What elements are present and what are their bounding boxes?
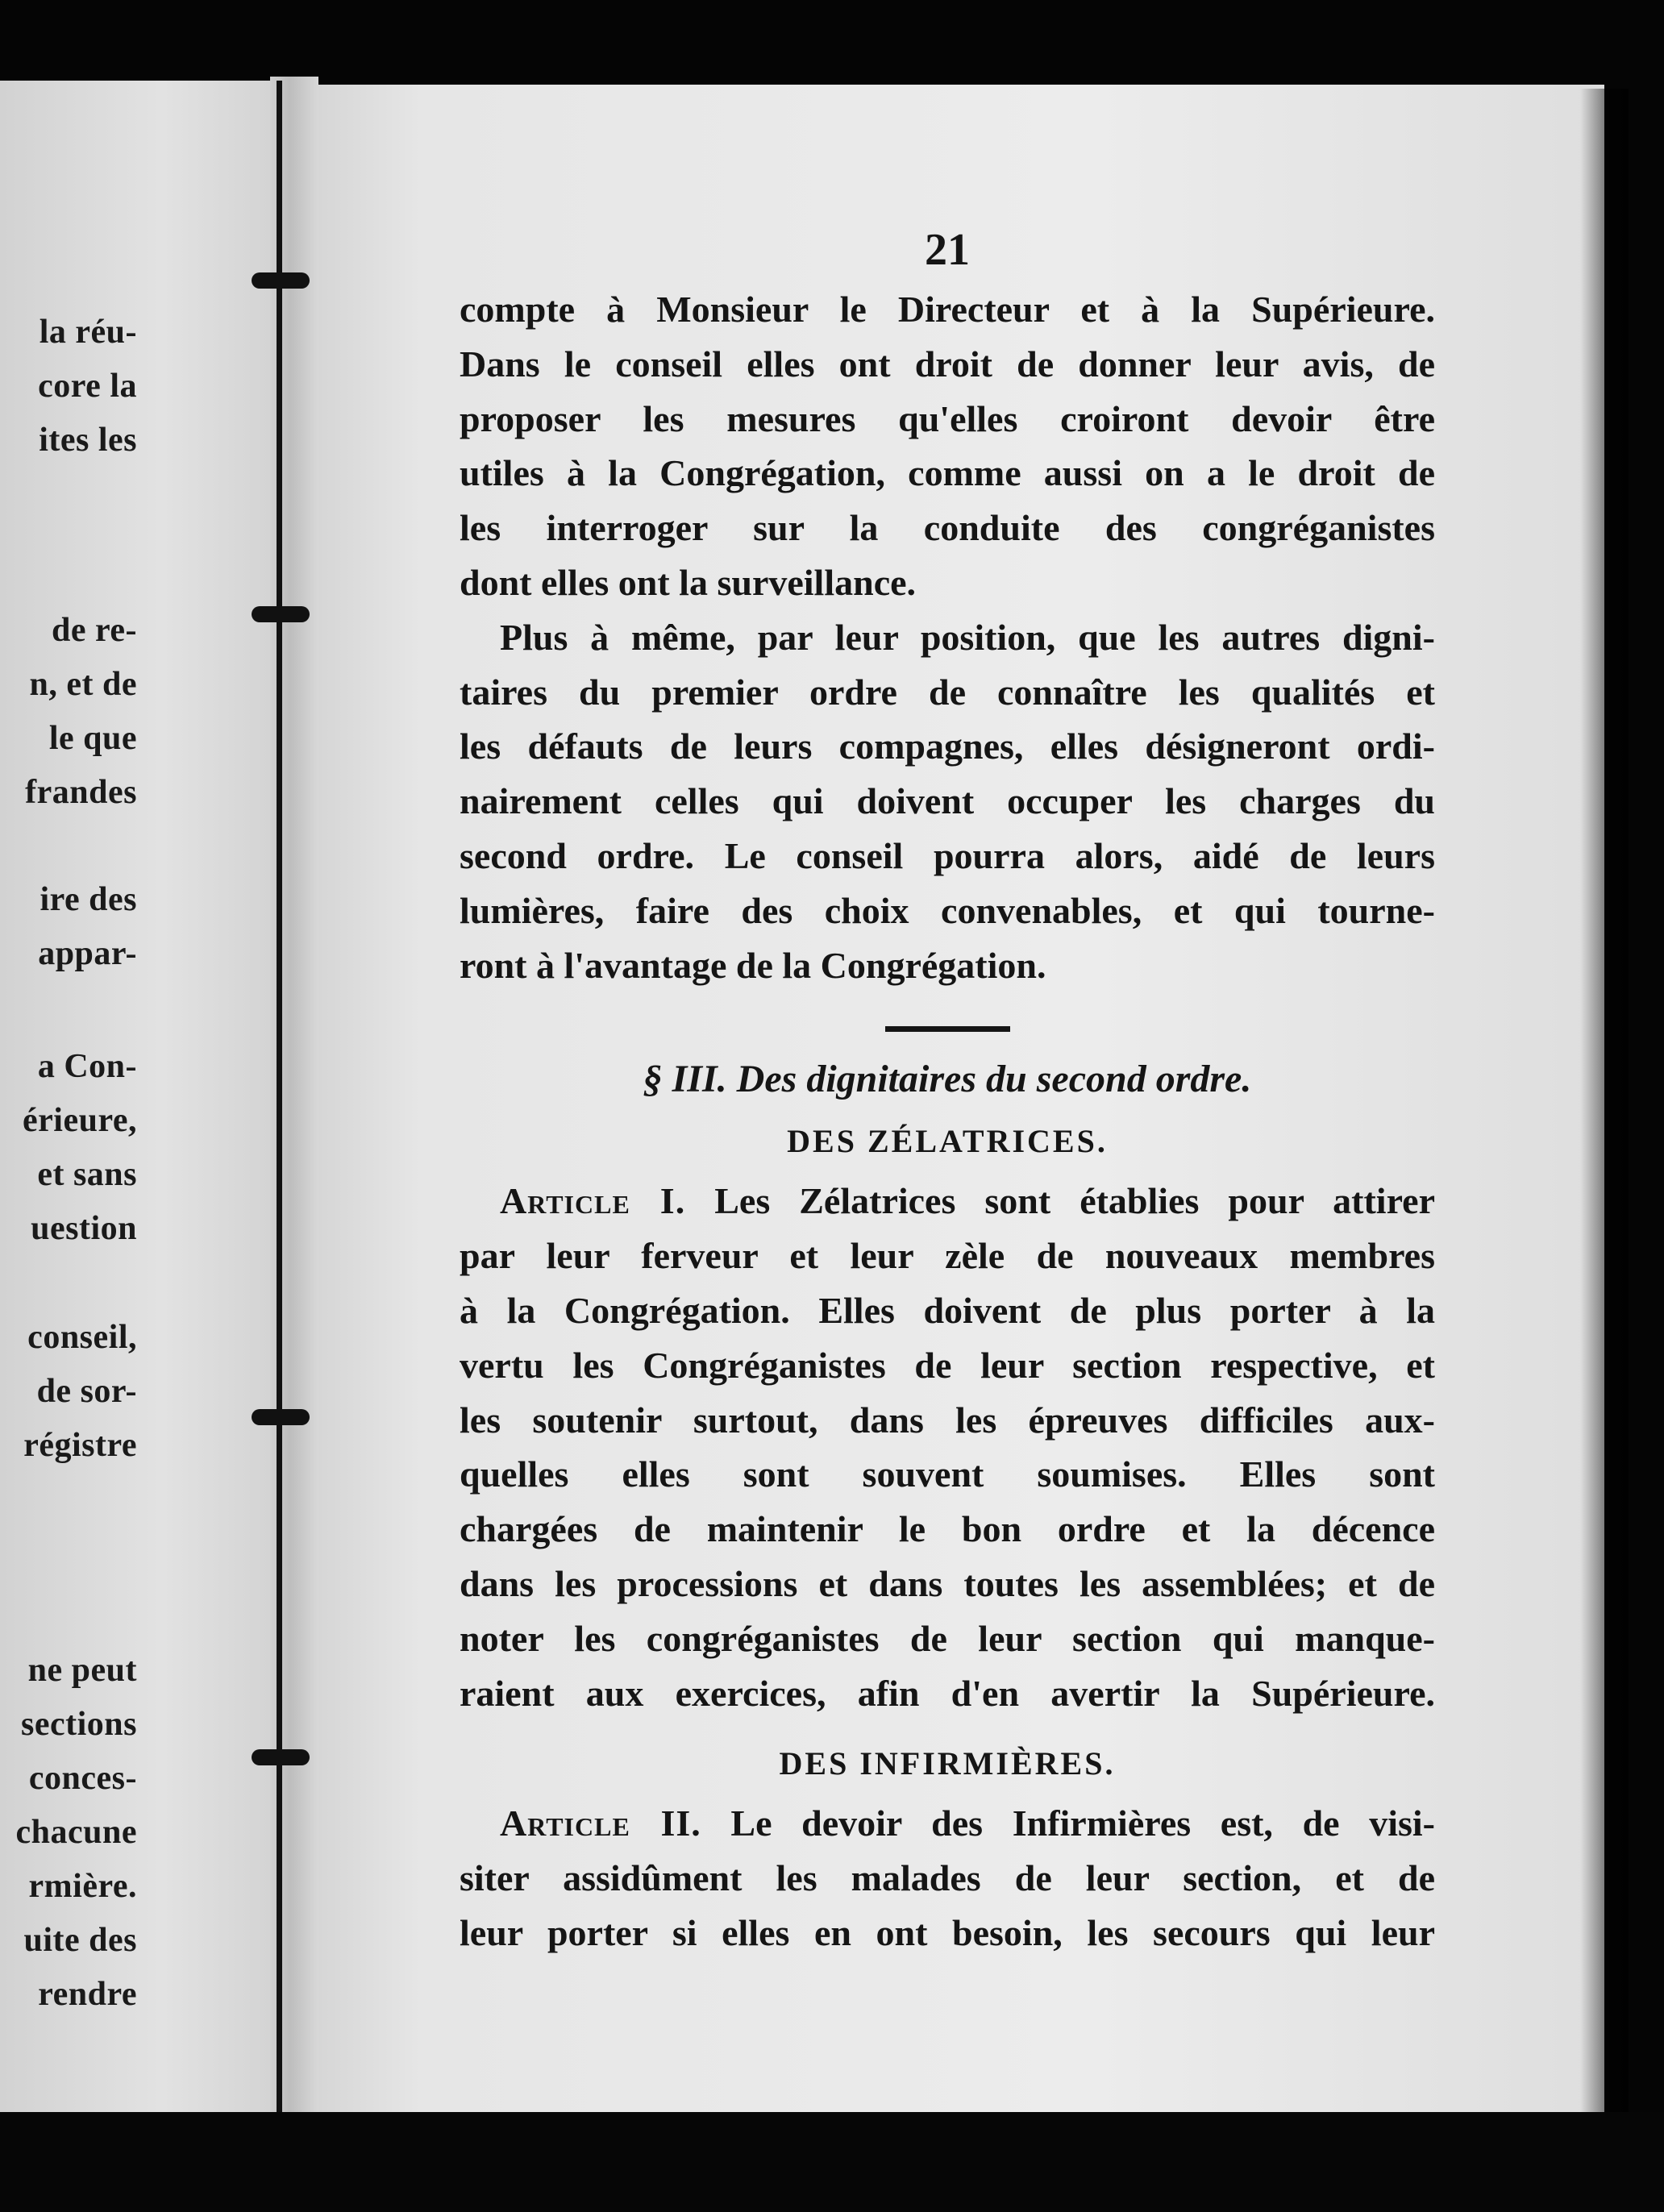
left-fragment: de sor- <box>36 1373 137 1410</box>
text-line <box>460 1796 1435 1851</box>
left-fragment: a Con- <box>37 1048 137 1085</box>
left-fragment: appar- <box>38 935 137 972</box>
left-fragment: conseil, <box>27 1319 137 1356</box>
text-line: siter assidûment les malades de leur section, et de <box>460 1857 1435 1899</box>
left-fragment: ire des <box>40 881 137 918</box>
binding-stitch <box>252 1749 310 1765</box>
text-line: vertu les Congréganistes de leur section respective, et <box>460 1344 1435 1386</box>
page-content <box>460 218 1435 1960</box>
article-text: Le devoir des Infirmières est, de visi- <box>730 1802 1435 1844</box>
text-line: raient aux exercices, afin d'en avertir la Supérieure. <box>460 1672 1435 1714</box>
text-line: dont elles ont la surveillance. <box>460 561 917 603</box>
text-line: second ordre. Le conseil pourra alors, aidé de leurs <box>460 834 1435 876</box>
text-line: les soutenir surtout, dans les épreuves difficiles aux- <box>460 1399 1435 1441</box>
left-fragment: uite des <box>23 1922 137 1959</box>
text-line: lumières, faire des choix convenables, et qui tourne- <box>460 889 1435 931</box>
binding-thread <box>277 81 282 2112</box>
left-fragment: ne peut <box>27 1652 137 1689</box>
left-fragment: érieure, <box>23 1102 137 1139</box>
left-fragment: core la <box>38 368 137 405</box>
text-line: chargées de maintenir le bon ordre et la décence <box>460 1508 1435 1550</box>
article-text: Les Zélatrices sont établies pour attirer <box>714 1180 1436 1222</box>
text-line: à la Congrégation. Elles doivent de plus porter à la <box>460 1289 1435 1331</box>
text-line: taires du premier ordre de connaître les qualités et <box>460 671 1435 713</box>
left-page <box>0 81 270 2112</box>
left-fragment: régistre <box>23 1427 137 1464</box>
heading-zelatrices: DES ZÉLATRICES. <box>787 1123 1108 1160</box>
left-fragment: rendre <box>38 1976 137 2013</box>
text-line: les défauts de leurs compagnes, elles désigneront ordi- <box>460 726 1435 767</box>
text-line: quelles elles sont souvent soumises. Elles sont <box>460 1453 1435 1495</box>
binding-stitch <box>252 606 310 622</box>
left-fragment: chacune <box>15 1814 137 1851</box>
text-line: ront à l'avantage de la Congrégation. <box>460 944 1046 986</box>
paragraph-1 <box>460 282 1435 610</box>
binding-stitch <box>252 272 310 289</box>
text-line: nairement celles qui doivent occuper les charges du <box>460 780 1435 822</box>
text-line: proposer les mesures qu'elles croiront devoir être <box>460 397 1435 439</box>
article-1 <box>460 1174 1435 1720</box>
left-fragment: la réu- <box>39 314 137 351</box>
paragraph-2 <box>460 610 1435 993</box>
left-fragment: de re- <box>51 612 137 649</box>
left-fragment: conces- <box>28 1760 137 1797</box>
page-number: 21 <box>925 225 970 275</box>
left-fragment: et sans <box>37 1156 137 1193</box>
page-edge-shadow <box>1580 89 1629 2128</box>
left-fragment: n, et de <box>29 666 137 703</box>
text-line: noter les congréganistes de leur section qui manque- <box>460 1617 1435 1659</box>
article-2 <box>460 1796 1435 1960</box>
text-line: dans les processions et dans toutes les assemblées; et de <box>460 1562 1435 1604</box>
left-fragment: uestion <box>31 1210 137 1247</box>
left-fragment: le que <box>48 720 137 757</box>
text-line: compte à Monsieur le Directeur et à la Supérieure. <box>460 289 1435 330</box>
section-divider <box>885 1026 1010 1032</box>
text-line <box>460 1174 1435 1229</box>
text-line: Plus à même, par leur position, que les autres digni- <box>500 616 1435 658</box>
heading-infirmieres: DES INFIRMIÈRES. <box>779 1745 1116 1782</box>
article-label: Article I. <box>500 1180 686 1222</box>
section-title: § III. Des dignitaires du second ordre. <box>643 1058 1252 1101</box>
scan-border <box>0 2112 1664 2212</box>
text-line: utiles à la Congrégation, comme aussi on a le droit de <box>460 452 1435 494</box>
text-line: par leur ferveur et leur zèle de nouveaux membres <box>460 1235 1435 1277</box>
text-line: Dans le conseil elles ont droit de donner leur avis, de <box>460 343 1435 385</box>
text-line: les interroger sur la conduite des congréganistes <box>460 507 1435 549</box>
text-line: leur porter si elles en ont besoin, les secours qui leur <box>460 1911 1435 1953</box>
left-fragment: rmière. <box>28 1868 137 1905</box>
left-fragment: ites les <box>39 422 137 459</box>
left-fragment: sections <box>21 1706 137 1743</box>
article-label: Article II. <box>500 1802 701 1844</box>
left-fragment: frandes <box>25 774 137 811</box>
binding-stitch <box>252 1409 310 1425</box>
